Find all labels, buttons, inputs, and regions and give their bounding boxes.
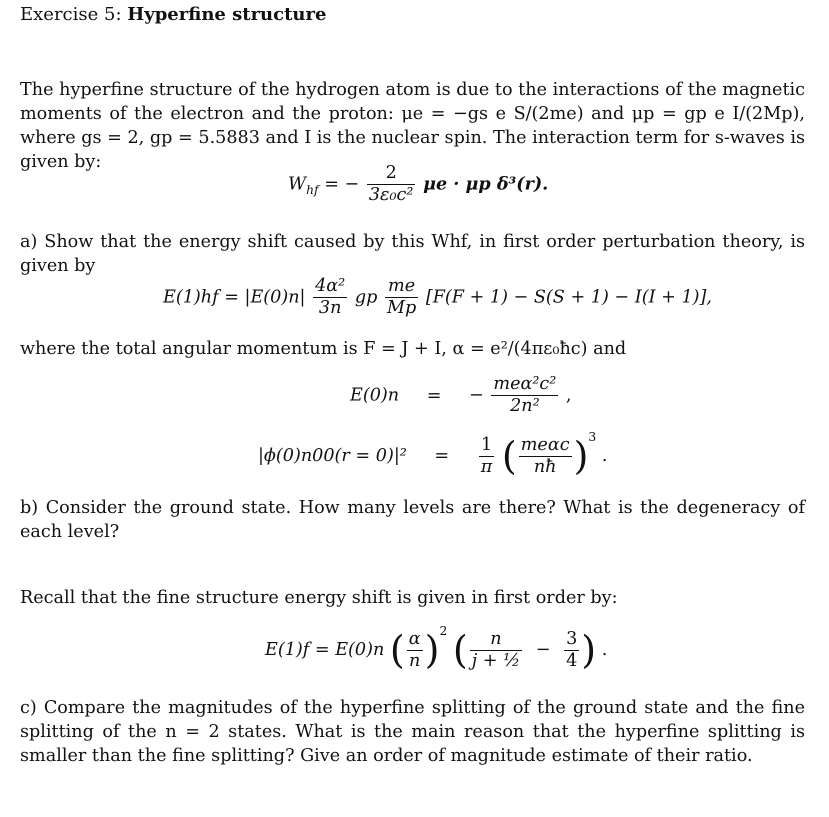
- whf-rhs: μe · μp δ³(r).: [423, 173, 549, 195]
- ef-fraction-alpha: [407, 629, 423, 672]
- whf-fraction: [367, 163, 416, 206]
- en-fraction: [491, 374, 558, 417]
- en-sign: −: [469, 385, 484, 406]
- whf-numerator: 2: [385, 163, 397, 183]
- ef-lhs: E(1)f = E(0)n: [265, 640, 385, 660]
- en-tail: ,: [565, 385, 572, 406]
- ef-f2-numerator: n: [490, 628, 502, 649]
- equation-en: [350, 374, 572, 417]
- ehf-frac2-numerator: me: [388, 276, 416, 296]
- exercise-title: [20, 4, 326, 25]
- ehf-frac1-denominator: 3n: [313, 297, 347, 319]
- phi-relation: =: [434, 446, 450, 466]
- ehf-gp: gp: [354, 287, 378, 308]
- ef-fraction-j: [470, 629, 522, 672]
- part-c-paragraph: c) Compare the magnitudes of the hyperfine splitting of the ground state and the fine splitting of the n = 2 states. What is the main reason that the hyperfine splitting is smaller than the fine splitting? Give an order of magnitude estimate of their ratio.: [20, 698, 805, 766]
- intro-paragraph: The hyperfine structure of the hydrogen atom is due to the interactions of the magnetic moments of the electron and the proton: μe = −gs e S/(2me) and μp = gp e I/(2Mp), where gs = 2, gp = 5.5883 and I is the nuclear spin. The interaction term for s-waves is given by:: [20, 80, 805, 172]
- equation-phi: |ϕ(0)n00(r = 0)|² = $\frac{1}{\pi}$ ( $\frac{\text{meαc}}{nħ}$ )$^3$ .: [258, 430, 608, 478]
- ef-tail: .: [601, 640, 608, 660]
- phi-inner-denominator: nħ: [519, 456, 572, 478]
- equation-ef: E(1)f = E(0)n ( $\frac{\alpha}{n}$ )$^2$ ( $\frac{n}{\text{j + ½}}$ − $\frac{3}{4}$ ) .: [265, 624, 608, 672]
- ef-f1-numerator: α: [408, 628, 421, 649]
- phi-tail: .: [601, 446, 608, 466]
- phi-numerator: 1: [480, 434, 493, 455]
- ef-power: 2: [439, 624, 448, 638]
- phi-lhs: |ϕ(0)n00(r = 0)|²: [258, 446, 407, 466]
- exercise-heading: Hyperfine structure: [127, 4, 327, 25]
- ef-f3-denominator: 4: [566, 650, 578, 671]
- ehf-fraction-alpha: [313, 276, 347, 319]
- ehf-frac2-denominator: Mp: [386, 298, 417, 318]
- en-numerator: meα²c²: [493, 374, 557, 394]
- phi-inner-numerator: meαc: [520, 434, 570, 455]
- ef-f2-denominator: j + ½: [471, 650, 521, 671]
- where-paragraph: where the total angular momentum is F = J + I, α = e²/(4πε₀ħc) and: [20, 339, 627, 359]
- ehf-fraction-mass: [385, 276, 418, 319]
- whf-relation: = −: [324, 174, 360, 195]
- ehf-lhs: E(1)hf = |E(0)n|: [163, 287, 306, 308]
- part-a-paragraph: a) Show that the energy shift caused by this Whf, in first order perturbation theory, is given by: [20, 232, 805, 276]
- equation-ehf: [163, 276, 712, 319]
- exercise-label: Exercise 5:: [20, 4, 122, 25]
- en-denominator: 2n²: [491, 395, 558, 417]
- ehf-frac1-numerator: 4α²: [315, 276, 346, 296]
- part-b-paragraph: b) Consider the ground state. How many levels are there? What is the degeneracy of each level?: [20, 498, 805, 542]
- phi-power: 3: [588, 430, 597, 444]
- whf-lhs-sub: hf: [306, 183, 319, 198]
- recall-paragraph: Recall that the fine structure energy shift is given in first order by:: [20, 588, 618, 608]
- whf-lhs: W: [288, 174, 307, 195]
- ef-minus: −: [535, 640, 551, 660]
- equation-whf: [288, 163, 548, 206]
- ehf-rhs: [F(F + 1) − S(S + 1) − I(I + 1)],: [425, 287, 712, 308]
- phi-denominator: π: [480, 456, 493, 477]
- ef-f3-numerator: 3: [566, 628, 578, 649]
- en-relation: =: [426, 385, 442, 406]
- phi-prefactor: [479, 435, 495, 478]
- whf-denominator: 3ε₀c²: [368, 185, 414, 205]
- en-lhs: E(0)n: [350, 385, 400, 406]
- phi-inner-fraction: [519, 435, 572, 478]
- ef-fraction-three-quarters: [564, 629, 579, 672]
- ef-f1-denominator: n: [407, 650, 423, 672]
